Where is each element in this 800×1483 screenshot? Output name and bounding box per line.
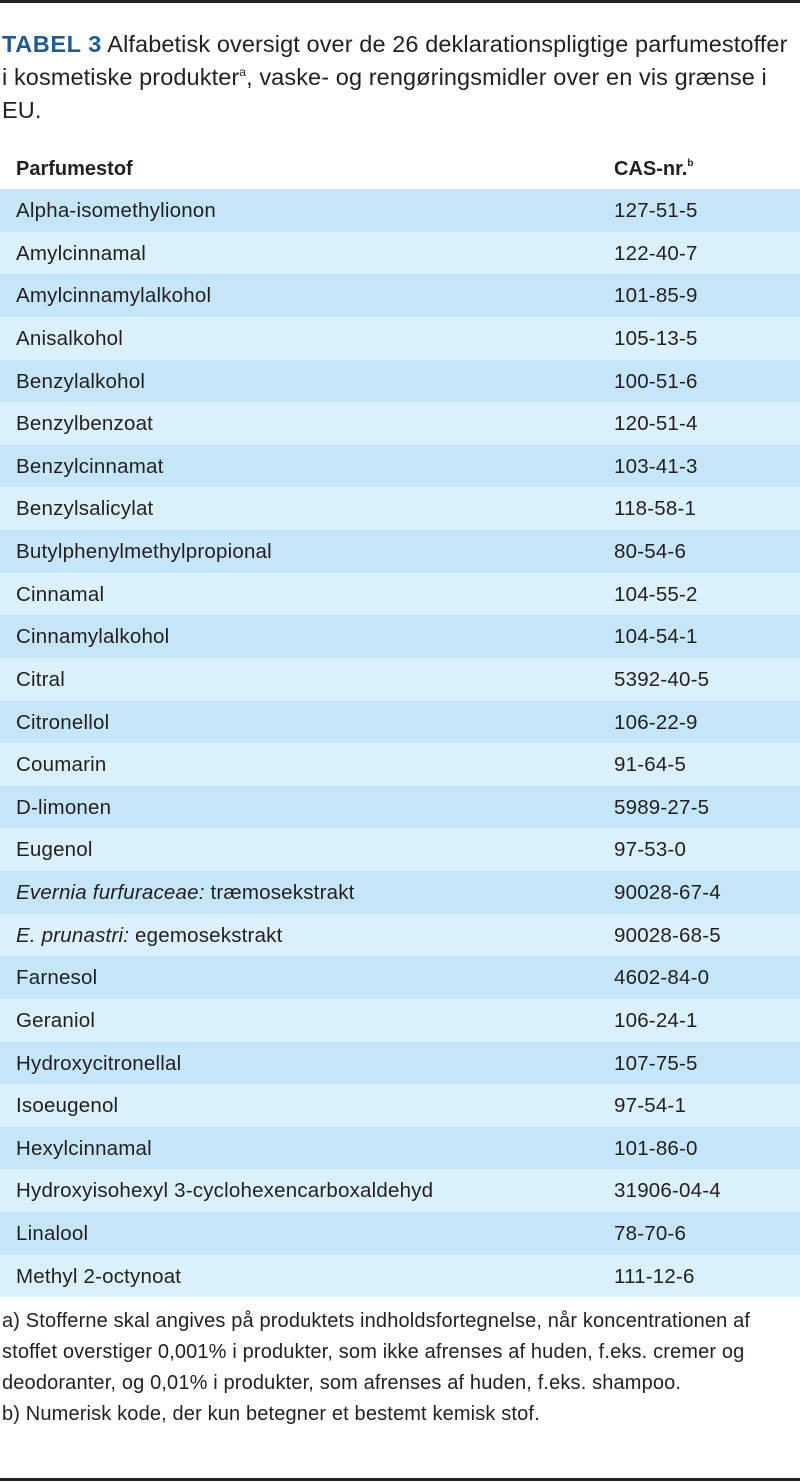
table-caption — [2, 28, 792, 127]
table-row — [0, 317, 800, 360]
caption-text-part2: , vaske- og rengøringsmidler over en vis grænse i EU. — [2, 64, 767, 123]
substance-name: Methyl 2-octynoat — [16, 1264, 182, 1288]
table-label: TABEL 3 — [2, 31, 102, 57]
substance-name-cell — [16, 1052, 181, 1076]
cas-number-cell: 90028-67-4 — [614, 881, 721, 904]
cas-number-cell: 106-22-9 — [614, 710, 698, 734]
substance-name: Amylcinnamylalkohol — [16, 284, 212, 308]
substance-name-cell — [16, 881, 355, 905]
bottom-rule — [0, 1478, 800, 1481]
cas-number-cell: 91-64-5 — [614, 753, 687, 777]
table-row — [0, 658, 800, 701]
substance-name-cell — [16, 966, 97, 990]
substance-name: Geraniol — [16, 1008, 96, 1032]
table-row — [0, 956, 800, 999]
cas-number-cell: 106-24-1 — [614, 1008, 698, 1032]
substance-name: Farnesol — [16, 966, 98, 990]
cas-number-cell: 97-54-1 — [614, 1094, 687, 1118]
substance-name-cell — [16, 711, 109, 735]
table-row — [0, 573, 800, 616]
substance-name: Butylphenylmethylpropional — [16, 540, 272, 563]
substance-name: Coumarin — [16, 753, 107, 777]
cas-number-cell: 105-13-5 — [614, 326, 698, 350]
table-row — [0, 402, 800, 445]
cas-number-cell: 31906-04-4 — [614, 1179, 721, 1203]
species-name: E. prunastri: — [16, 923, 130, 947]
caption-text-part1: Alfabetisk oversigt over de 26 deklarationspligtige parfumestoffer i kosmetiske produkter — [2, 31, 788, 90]
cas-number-cell: 104-55-2 — [614, 582, 698, 606]
cas-number-cell: 101-85-9 — [614, 284, 698, 308]
cas-number-cell: 104-54-1 — [614, 625, 698, 649]
substance-name-cell — [16, 924, 283, 948]
cas-number-cell: 120-51-4 — [614, 412, 698, 436]
substance-name: Linalool — [16, 1222, 89, 1245]
substance-name-cell — [16, 327, 123, 351]
table-row — [0, 701, 800, 744]
substance-name-cell — [16, 455, 164, 479]
table-row — [0, 1255, 800, 1298]
substance-name: Cinnamylalkohol — [16, 625, 170, 649]
table-row — [0, 871, 800, 914]
substance-name-cell — [16, 753, 106, 777]
substance-name: Cinnamal — [16, 582, 105, 606]
substance-name-cell — [16, 1265, 181, 1289]
substance-name-cell — [16, 497, 153, 521]
footnotes — [2, 1306, 798, 1430]
substance-name: D-limonen — [16, 795, 112, 819]
substance-name-cell — [16, 242, 146, 266]
substance-name: Citronellol — [16, 710, 110, 734]
table-row — [0, 914, 800, 957]
table-row — [0, 232, 800, 275]
substance-name-cell — [16, 1179, 433, 1203]
footnote-b: b) Numerisk kode, der kun betegner et bestemt kemisk stof. — [2, 1403, 540, 1425]
cas-number-cell: 111-12-6 — [614, 1264, 695, 1288]
substance-name-cell — [16, 583, 104, 607]
cas-number-cell: 5392-40-5 — [614, 667, 710, 691]
table-row — [0, 487, 800, 530]
table-header-row — [0, 148, 800, 189]
substance-name: Benzylbenzoat — [16, 412, 154, 436]
table-row — [0, 786, 800, 829]
cas-number-cell: 90028-68-5 — [614, 923, 721, 947]
table-row — [0, 1042, 800, 1085]
substance-name-cell — [16, 370, 145, 394]
substance-name: Anisalkohol — [16, 326, 124, 350]
substance-name: Benzylcinnamat — [16, 454, 164, 478]
table-row — [0, 743, 800, 786]
table-row — [0, 1084, 800, 1127]
substance-name-cell — [16, 668, 65, 692]
header-footnote-marker: b — [687, 158, 694, 169]
substance-name: Eugenol — [16, 838, 93, 862]
cas-number-cell: 97-53-0 — [614, 838, 687, 862]
substance-name: Benzylalkohol — [16, 369, 146, 393]
substance-name: træmosekstrakt — [204, 881, 355, 904]
cas-number-cell: 5989-27-5 — [614, 795, 710, 819]
substance-name-cell — [16, 284, 211, 308]
substance-name-cell — [16, 1009, 95, 1033]
substance-name-cell — [16, 838, 93, 862]
substance-name: Citral — [16, 667, 66, 691]
cas-number-cell: 122-40-7 — [614, 241, 698, 265]
table-row — [0, 1169, 800, 1212]
table-row — [0, 1212, 800, 1255]
substance-name: Hydroxycitronellal — [16, 1051, 182, 1075]
footnote-a: a) Stofferne skal angives på produktets indholdsfortegnelse, når koncentrationen af stoffet overstiger 0,001% i produkter, som ikke afrenses af huden, f.eks. cremer og deodoranter, og 0,01% i produkter, som afrenses af huden, f.eks. shampoo. — [2, 1310, 751, 1394]
cas-number-cell: 127-51-5 — [614, 199, 698, 222]
substance-name: Amylcinnamal — [16, 241, 146, 265]
substance-name: Hexylcinnamal — [16, 1136, 152, 1160]
cas-number-cell: 100-51-6 — [614, 369, 698, 393]
substance-name: Alpha-isomethylionon — [16, 199, 217, 222]
substance-name-cell — [16, 412, 153, 436]
cas-number-cell: 4602-84-0 — [614, 966, 710, 990]
substance-name-cell — [16, 1094, 118, 1118]
table-row — [0, 445, 800, 488]
substance-name-cell — [16, 540, 272, 564]
table-row — [0, 189, 800, 232]
top-rule — [0, 0, 800, 3]
cas-number-cell: 107-75-5 — [614, 1051, 698, 1075]
table-row — [0, 1127, 800, 1170]
table-row — [0, 530, 800, 573]
table-row — [0, 999, 800, 1042]
table-body — [0, 189, 800, 1297]
header-substance: Parfumestof — [16, 158, 133, 180]
substance-name: Isoeugenol — [16, 1094, 119, 1118]
cas-number-cell: 78-70-6 — [614, 1222, 687, 1245]
cas-number-cell: 80-54-6 — [614, 540, 687, 563]
substance-name: Hydroxyisohexyl 3-cyclohexencarboxaldehyd — [16, 1179, 434, 1203]
fragrance-table — [0, 148, 800, 1297]
caption-footnote-marker: a — [239, 65, 247, 79]
species-name: Evernia furfuraceae: — [16, 881, 205, 904]
substance-name-cell — [16, 1137, 152, 1161]
table-row — [0, 828, 800, 871]
cas-number-cell: 103-41-3 — [614, 454, 698, 478]
substance-name-cell — [16, 1222, 88, 1246]
cas-number-cell: 118-58-1 — [614, 497, 697, 521]
cas-number-cell: 101-86-0 — [614, 1136, 698, 1160]
substance-name: Benzylsalicylat — [16, 497, 154, 521]
table-row — [0, 615, 800, 658]
header-cas-label: CAS-nr. — [614, 158, 688, 180]
table-row — [0, 360, 800, 403]
substance-name-cell — [16, 199, 216, 223]
substance-name: egemosekstrakt — [129, 923, 283, 947]
substance-name-cell — [16, 625, 169, 649]
header-cas-number — [614, 158, 693, 181]
substance-name-cell — [16, 796, 111, 820]
table-row — [0, 274, 800, 317]
